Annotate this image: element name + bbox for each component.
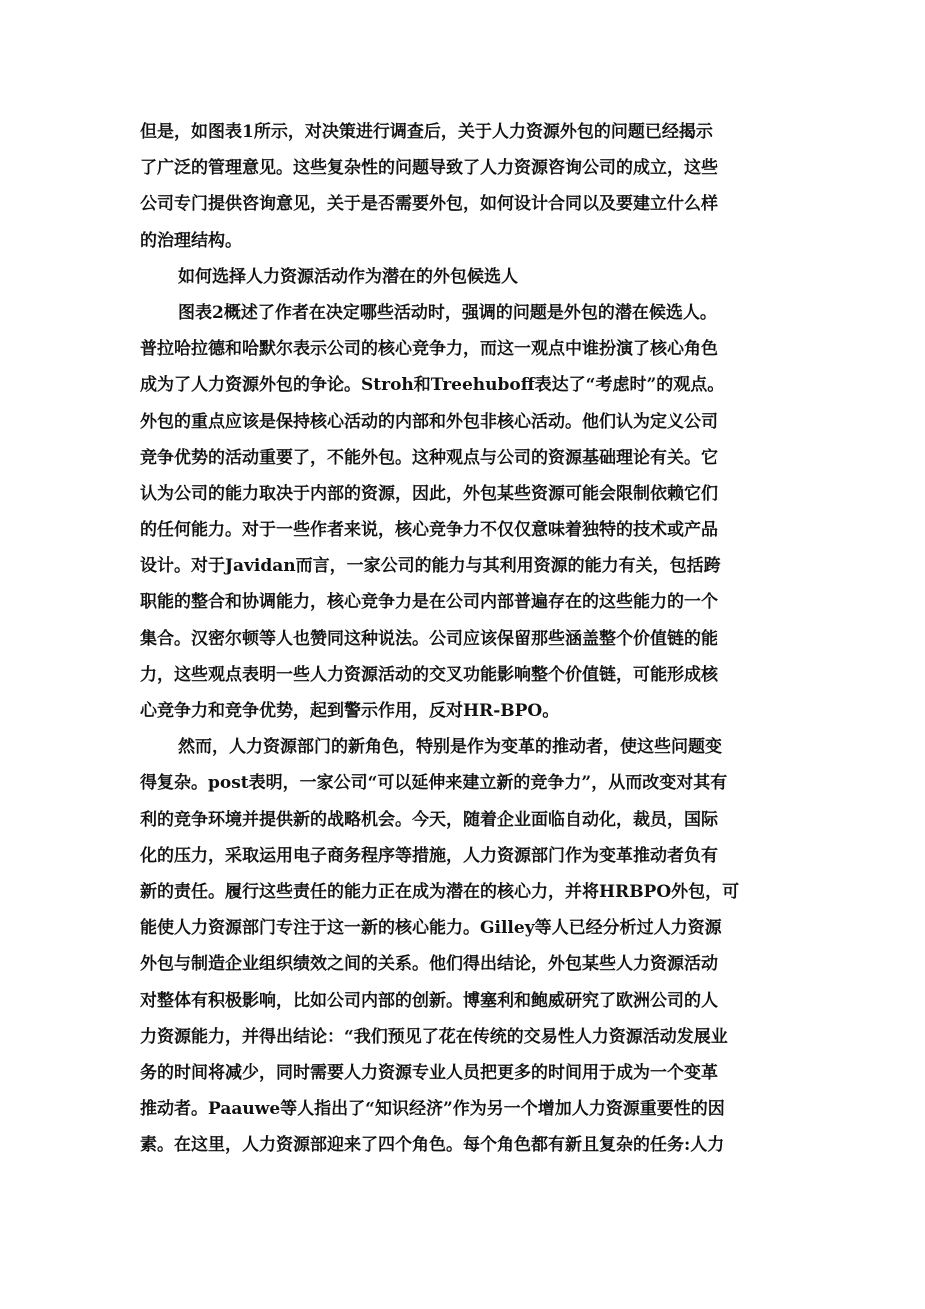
- text-line: 但是，如图表1所示，对决策进行调查后，关于人力资源外包的问题已经揭示: [140, 122, 713, 142]
- text-line: 了广泛的管理意见。这些复杂性的问题导致了人力资源咨询公司的成立，这些: [140, 158, 718, 179]
- text-line: 的任何能力。对于一些作者来说，核心竞争力不仅仅意味着独特的技术或产品: [140, 520, 718, 541]
- text-line: 公司专门提供咨询意见，关于是否需要外包，如何设计合同以及要建立什么样: [140, 194, 718, 215]
- text-line: 职能的整合和协调能力，核心竞争力是在公司内部普遍存在的这些能力的一个: [140, 592, 718, 613]
- text-line: 力资源能力，并得出结论：“我们预见了花在传统的交易性人力资源活动发展业: [140, 1026, 728, 1047]
- text-line: 得复杂。post表明，一家公司“可以延伸来建立新的竞争力”，从而改变对其有: [140, 773, 728, 794]
- text-line: 普拉哈拉德和哈默尔表示公司的核心竞争力，而这一观点中谁扮演了核心角色: [140, 339, 718, 360]
- text-line: 图表2概述了作者在决定哪些活动时，强调的问题是外包的潜在候选人。: [178, 302, 717, 323]
- text-line: 利的竞争环境并提供新的战略机会。今天，随着企业面临自动化，裁员，国际: [140, 809, 718, 830]
- body-text: [140, 114, 795, 1163]
- text-line: 的治理结构。: [140, 230, 242, 251]
- text-line: 认为公司的能力取决于内部的资源，因此，外包某些资源可能会限制依赖它们: [140, 483, 718, 504]
- text-line: 能使人力资源部门专注于这一新的核心能力。Gilley等人已经分析过人力资源: [140, 918, 722, 939]
- text-line: 推动者。Paauwe等人指出了“知识经济”作为另一个增加人力资源重要性的因: [140, 1099, 725, 1120]
- text-line: 成为了人力资源外包的争论。Stroh和Treehuboff表达了“考虑时”的观点。: [140, 375, 725, 396]
- text-line: 心竞争力和竞争优势，起到警示作用，反对HR-BPO。: [140, 701, 560, 721]
- text-line: 对整体有积极影响，比如公司内部的创新。博塞利和鲍威研究了欧洲公司的人: [140, 990, 718, 1011]
- text-line: 竞争优势的活动重要了，不能外包。这种观点与公司的资源基础理论有关。它: [140, 447, 718, 468]
- text-line: 外包与制造企业组织绩效之间的关系。他们得出结论，外包某些人力资源活动: [140, 954, 718, 975]
- text-line: 设计。对于Javidan而言，一家公司的能力与其利用资源的能力有关，包括跨: [140, 556, 721, 577]
- text-line: 新的责任。履行这些责任的能力正在成为潜在的核心力，并将HRBPO外包，可: [140, 881, 740, 902]
- section-heading: 如何选择人力资源活动作为潜在的外包候选人: [178, 266, 518, 287]
- text-line: 素。在这里，人力资源部迎来了四个角色。每个角色都有新且复杂的任务:人力: [140, 1135, 725, 1156]
- text-line: 化的压力，采取运用电子商务程序等措施，人力资源部门作为变革推动者负有: [140, 845, 718, 866]
- text-line: 务的时间将减少，同时需要人力资源专业人员把更多的时间用于成为一个变革: [140, 1062, 718, 1083]
- text-line: 然而，人力资源部门的新角色，特别是作为变革的推动者，使这些问题变: [178, 737, 722, 758]
- text-line: 外包的重点应该是保持核心活动的内部和外包非核心活动。他们认为定义公司: [140, 411, 718, 432]
- text-line: 力，这些观点表明一些人力资源活动的交叉功能影响整个价值链，可能形成核: [140, 664, 718, 685]
- text-line: 集合。汉密尔顿等人也赞同这种说法。公司应该保留那些涵盖整个价值链的能: [140, 628, 718, 649]
